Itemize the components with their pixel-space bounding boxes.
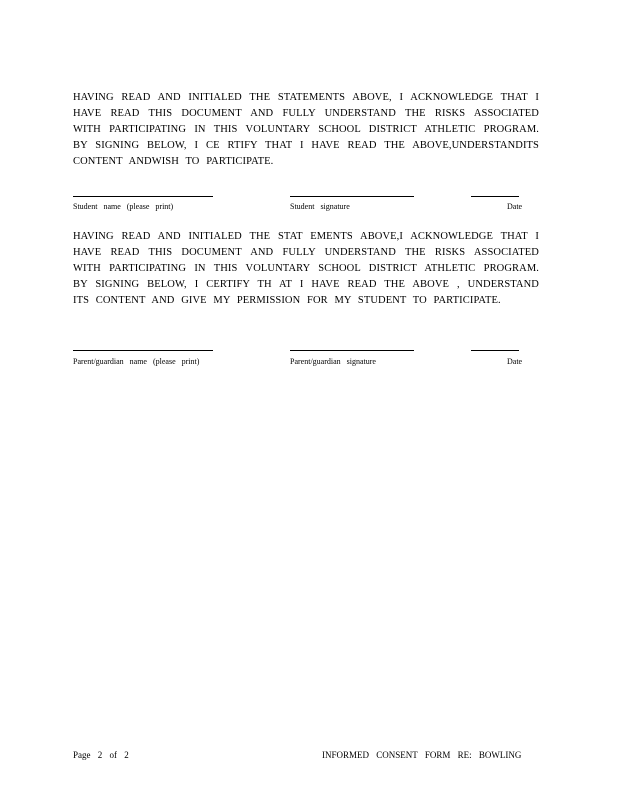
parent-date-label: Date: [507, 357, 523, 366]
parent-name-line[interactable]: [73, 350, 213, 351]
student-name-label: Student name (please print): [73, 202, 174, 211]
parent-date-line[interactable]: [471, 350, 519, 351]
parent-name-label: Parent/guardian name (please print): [73, 357, 200, 366]
form-title: INFORMED CONSENT FORM RE: BOWLING: [322, 750, 522, 760]
student-name-line[interactable]: [73, 196, 213, 197]
student-signature-line[interactable]: [290, 196, 414, 197]
parent-signature-label: Parent/guardian signature: [290, 357, 376, 366]
page-number: Page 2 of 2: [73, 750, 129, 760]
student-acknowledgement-text: HAVING READ AND INITIALED THE STATEMENTS ABOVE, I ACKNOWLEDGE THAT I HAVE READ THIS DOCUMENT AND FULLY UNDERSTAND THE RISKS ASSOCIATED WITH PARTICIPATING IN THIS VOLUNTARY SCHOOL DISTRICT ATHLETIC PROGRAM. BY SIGNING BELOW, I CE RTIFY THAT I HAVE READ THE ABOVE,UNDERSTANDITS CONTENT ANDWISH TO PARTICIPATE.: [73, 92, 539, 167]
student-date-label: Date: [507, 202, 523, 211]
student-signature-label: Student signature: [290, 202, 350, 211]
parent-acknowledgement-text: HAVING READ AND INITIALED THE STAT EMENTS ABOVE,I ACKNOWLEDGE THAT I HAVE READ THIS DOCUMENT AND FULLY UNDERSTAND THE RISKS ASSOCIATED WITH PARTICIPATING IN THIS VOLUNTARY SCHOOL DISTRICT ATHLETIC PROGRAM. BY SIGNING BELOW, I CERTIFY TH AT I HAVE READ THE ABOVE , UNDERSTAND ITS CONTENT AND GIVE MY PERMISSION FOR MY STUDENT TO PARTICIPATE.: [73, 231, 539, 306]
student-date-line[interactable]: [471, 196, 519, 197]
parent-signature-line[interactable]: [290, 350, 414, 351]
